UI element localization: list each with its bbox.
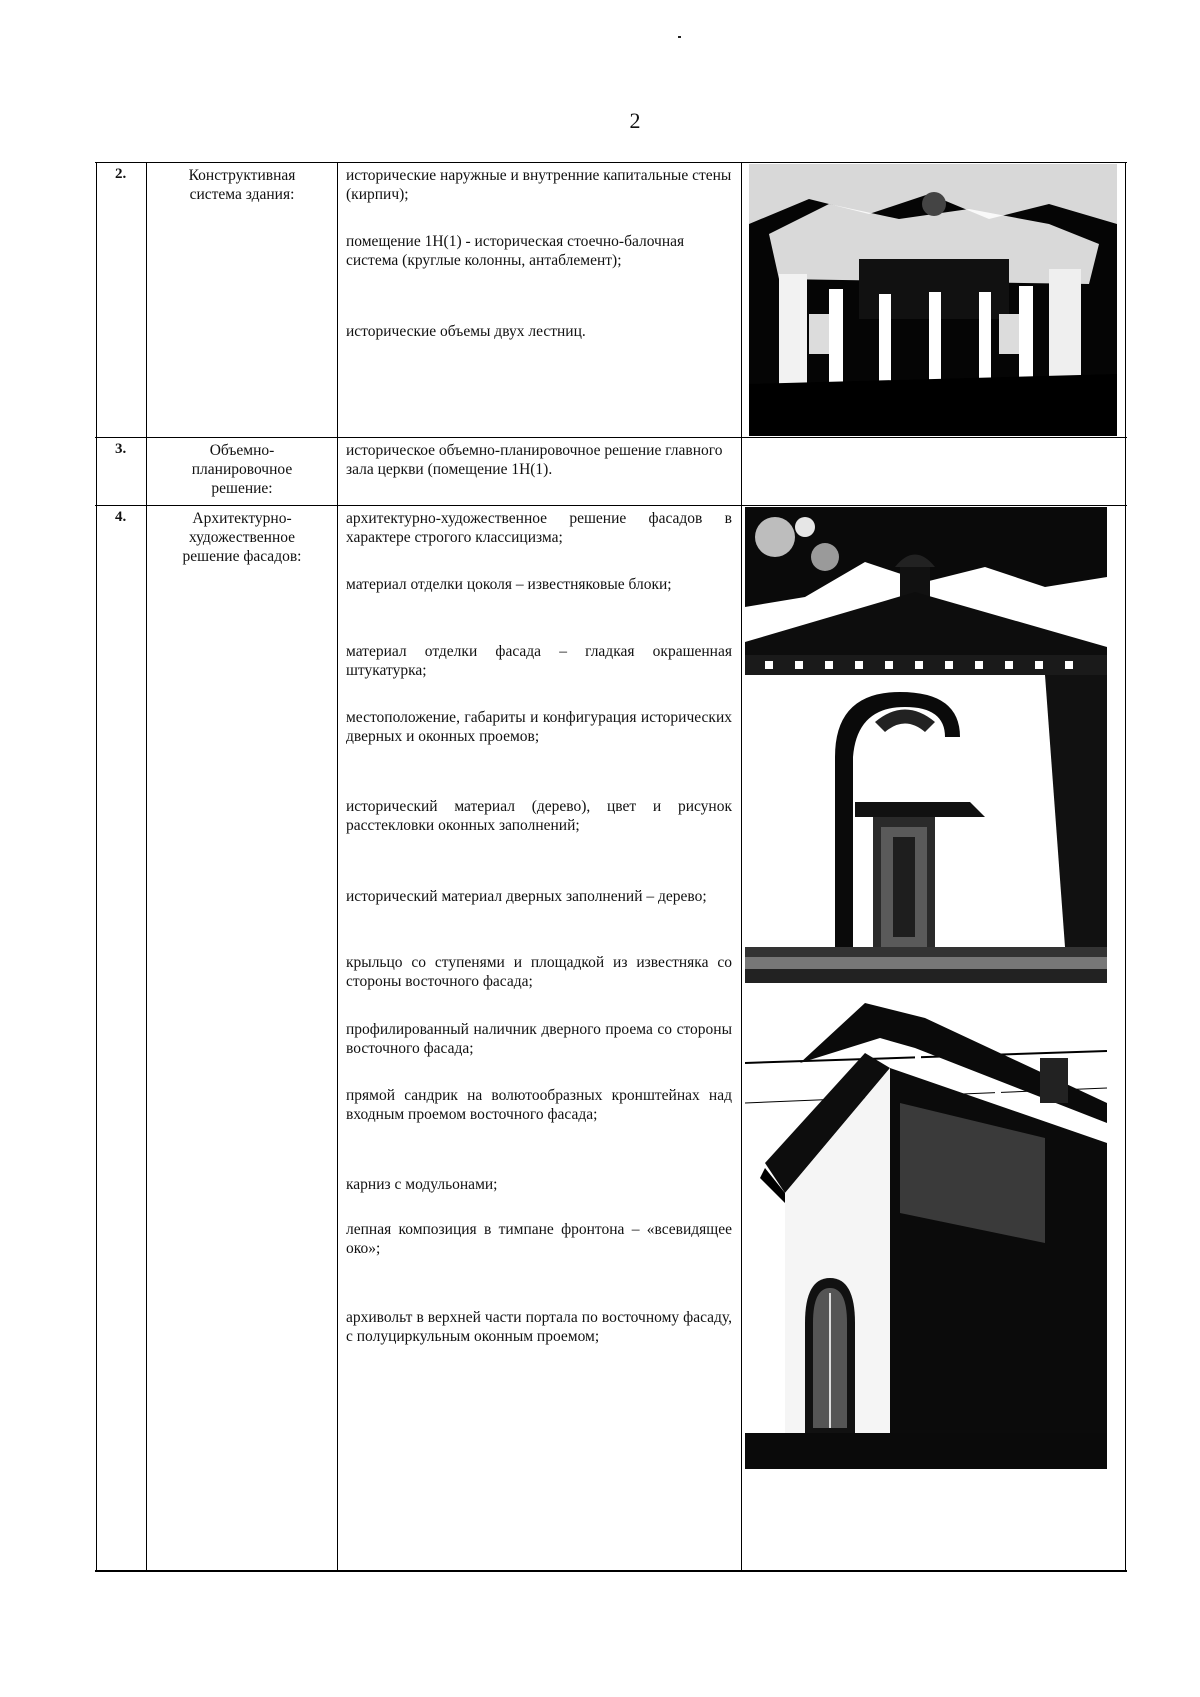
- row-item: исторические объемы двух лестниц.: [346, 323, 586, 340]
- row-label: Конструктивная система здания:: [188, 167, 296, 203]
- building-corner-photo: [745, 993, 1107, 1469]
- scan-speck: [678, 36, 681, 38]
- col-border-label: [337, 162, 338, 1570]
- col-border-left: [96, 162, 97, 1570]
- col-border-right: [1125, 162, 1126, 1570]
- row-item: материал отделки цоколя – известняковые блоки;: [346, 576, 672, 593]
- col-border-num: [146, 162, 147, 1570]
- row-item: карниз с модульонами;: [346, 1176, 498, 1193]
- row-label: Объемно-планировочное решение:: [191, 442, 293, 497]
- interior-hall-photo: [749, 164, 1117, 436]
- col-border-desc: [741, 162, 742, 1570]
- row-number: 3.: [115, 441, 127, 457]
- table-bottom-border: [95, 1570, 1127, 1572]
- row-item: профилированный наличник дверного проема со стороны восточного фасада;: [346, 1021, 732, 1057]
- row-divider-3: [95, 437, 1127, 438]
- row-item: архитектурно-художественное решение фасадов в характере строгого классицизма;: [346, 510, 732, 546]
- row-item: исторический материал (дерево), цвет и рисунок расстекловки оконных заполнений;: [346, 798, 732, 834]
- page-number: 2: [629, 108, 641, 133]
- row-item: прямой сандрик на волютообразных кронштейнах над входным проемом восточного фасада;: [346, 1087, 732, 1123]
- row-item: крыльцо со ступенями и площадкой из известняка со стороны восточного фасада;: [346, 954, 732, 990]
- row-number: 4.: [115, 509, 127, 525]
- row-item: местоположение, габариты и конфигурация исторических дверных и оконных проемов;: [346, 709, 732, 745]
- row-number: 2.: [115, 166, 127, 182]
- row-item: лепная композиция в тимпане фронтона – «всевидящее око»;: [346, 1221, 732, 1257]
- row-label: Архитектурно-художественное решение фасадов:: [182, 510, 302, 565]
- row-divider-4: [95, 505, 1127, 506]
- row-item: исторические наружные и внутренние капитальные стены (кирпич);: [346, 167, 732, 203]
- row-item: исторический материал дверных заполнений – дерево;: [346, 888, 707, 905]
- row-item: материал отделки фасада – гладкая окрашенная штукатурка;: [346, 643, 732, 679]
- row-item: помещение 1Н(1) - историческая стоечно-балочная система (круглые колонны, антаблемент);: [346, 233, 685, 269]
- table-top-border: [95, 162, 1127, 163]
- east-portal-photo: [745, 507, 1107, 983]
- row-item: архивольт в верхней части портала по восточному фасаду, с полуциркульным оконным проемом;: [346, 1309, 732, 1345]
- row-item: историческое объемно-планировочное решение главного зала церкви (помещение 1Н(1).: [346, 442, 723, 478]
